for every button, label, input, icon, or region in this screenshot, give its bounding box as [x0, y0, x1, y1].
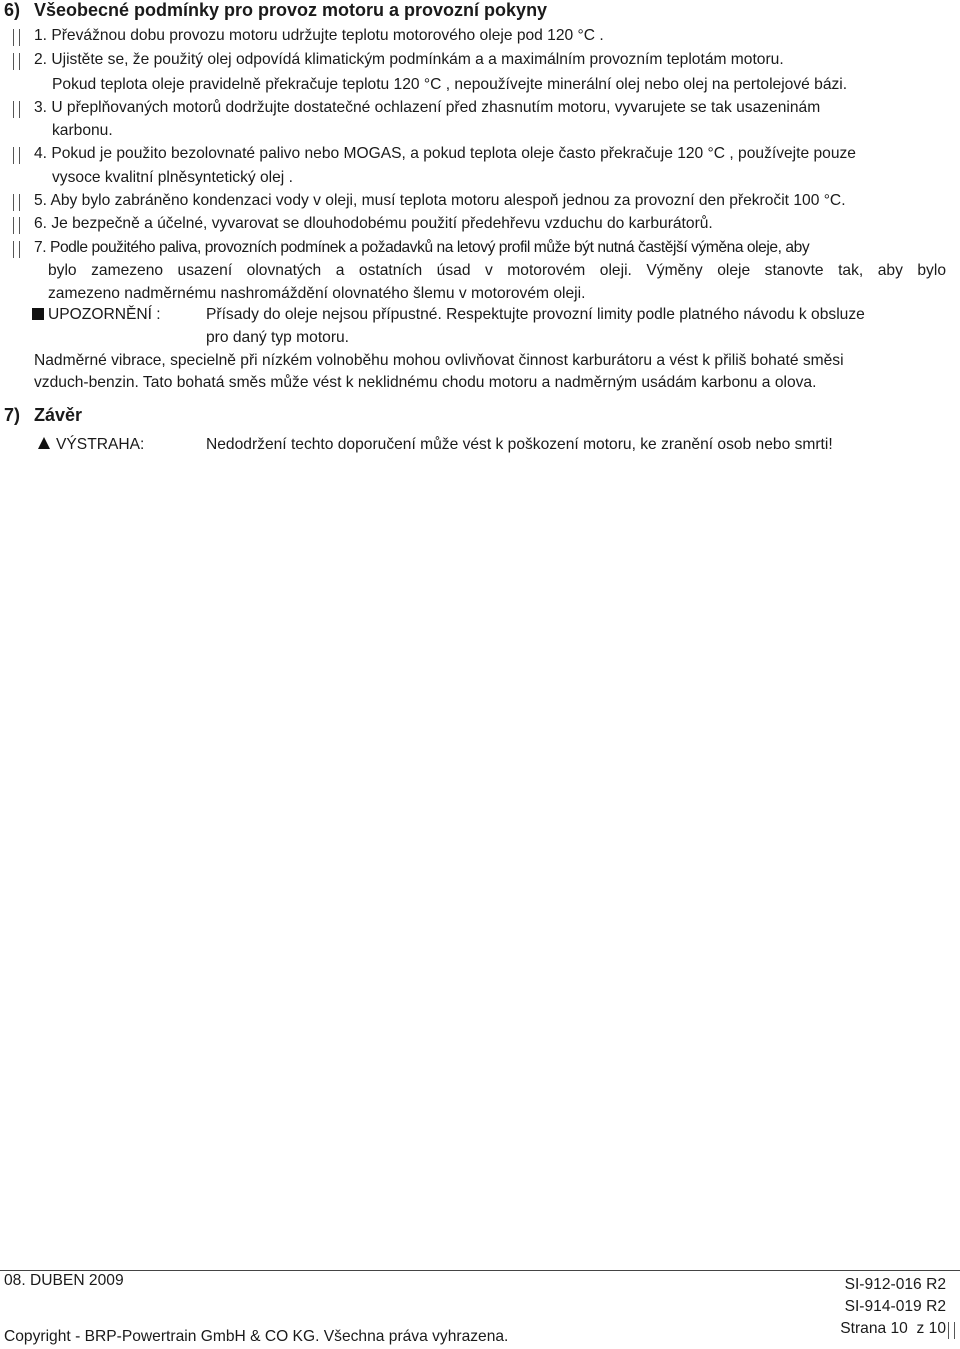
footer-page-number: Strana 10 z 10	[840, 1320, 946, 1337]
list-item-2: 2. Ujistěte se, že použitý olej odpovídá klimatickým podmínkám a a maximálním provozním teplotám motoru.	[34, 51, 784, 68]
list-item-4-continued: vysoce kvalitní plněsyntetický olej .	[52, 169, 293, 186]
vibration-paragraph: Nadměrné vibrace, specielně při nízkém volnoběhu mohou ovlivňovat činnost karburátoru a vést k přiliš bohaté směsi	[34, 352, 844, 369]
caution-text-continued: pro daný typ motoru.	[206, 329, 350, 346]
list-item-7-continued: bylo zamezeno usazení olovnatých a ostatních úsad v motorovém oleji. Výměny oleje stanovte tak, aby bylo	[48, 262, 946, 279]
warning-triangle-icon	[38, 437, 50, 449]
list-item-3-continued: karbonu.	[52, 122, 113, 139]
footer-divider	[0, 1270, 960, 1271]
list-item-6: 6. Je bezpečně a účelné, vyvarovat se dlouhodobému použití předehřevu vzduchu do karburátorů.	[34, 215, 713, 232]
footer-document-number-1: SI-912-016 R2	[844, 1276, 946, 1293]
section-6-number: 6)	[4, 0, 21, 20]
revision-bar	[13, 241, 23, 258]
revision-bar	[13, 147, 23, 164]
warning-text: Nedodržení techto doporučení může vést k poškození motoru, ke zranění osob nebo smrti!	[206, 436, 833, 453]
footer-date: 08. DUBEN 2009	[4, 1272, 124, 1289]
revision-bar	[13, 53, 23, 70]
list-item-2-continued: Pokud teplota oleje pravidelně překračuje teplotu 120 °C , nepoužívejte minerální olej nebo olej na pertolejové bázi.	[52, 76, 848, 93]
revision-bar	[948, 1322, 958, 1339]
section-6-title: Všeobecné podmínky pro provoz motoru a provozní pokyny	[34, 0, 548, 20]
footer-copyright: Copyright - BRP-Powertrain GmbH & CO KG. Všechna práva vyhrazena.	[4, 1328, 509, 1345]
vibration-paragraph-continued: vzduch-benzin. Tato bohatá směs může vést k neklidnému chodu motoru a nadměrným usádám karbonu a olova.	[34, 374, 817, 391]
list-item-3: 3. U přeplňovaných motorů dodržujte dostatečné ochlazení před zhasnutím motoru, vyvarujete se tak usazeninám	[34, 99, 821, 116]
section-6-heading	[4, 0, 547, 21]
warning-label: VÝSTRAHA:	[56, 436, 145, 453]
revision-bar	[13, 101, 23, 118]
revision-bar	[13, 217, 23, 234]
caution-text: Přísady do oleje nejsou přípustné. Respektujte provozní limity podle platného návodu k obsluze	[206, 306, 865, 323]
list-item-7: 7. Podle použitého paliva, provozních podmínek a požadavků na letový profil může být nutná častější výměna oleje, aby	[34, 239, 810, 256]
section-7-title: Závěr	[34, 405, 83, 425]
footer-document-number-2: SI-914-019 R2	[844, 1298, 946, 1315]
caution-square-icon	[32, 308, 44, 320]
warning-label-wrap	[38, 435, 144, 455]
list-item-1: 1. Převážnou dobu provozu motoru udržujte teplotu motorového oleje pod 120 °C .	[34, 27, 604, 44]
section-7-heading	[4, 405, 82, 426]
caution-label-wrap	[32, 305, 161, 325]
caution-label: UPOZORNĚNÍ :	[48, 306, 161, 323]
list-item-7-continued: zamezeno nadměrnému nashromáždění olovnatého šlemu v motorovém oleji.	[48, 285, 586, 302]
section-7-number: 7)	[4, 405, 21, 425]
list-item-5: 5. Aby bylo zabráněno kondenzaci vody v oleji, musí teplota motoru alespoň jednou za provozní den překročit 100 °C.	[34, 192, 846, 209]
list-item-4: 4. Pokud je použito bezolovnaté palivo nebo MOGAS, a pokud teplota oleje často překračuje 120 °C , používejte pouze	[34, 145, 856, 162]
revision-bar	[13, 194, 23, 211]
revision-bar	[13, 29, 23, 46]
